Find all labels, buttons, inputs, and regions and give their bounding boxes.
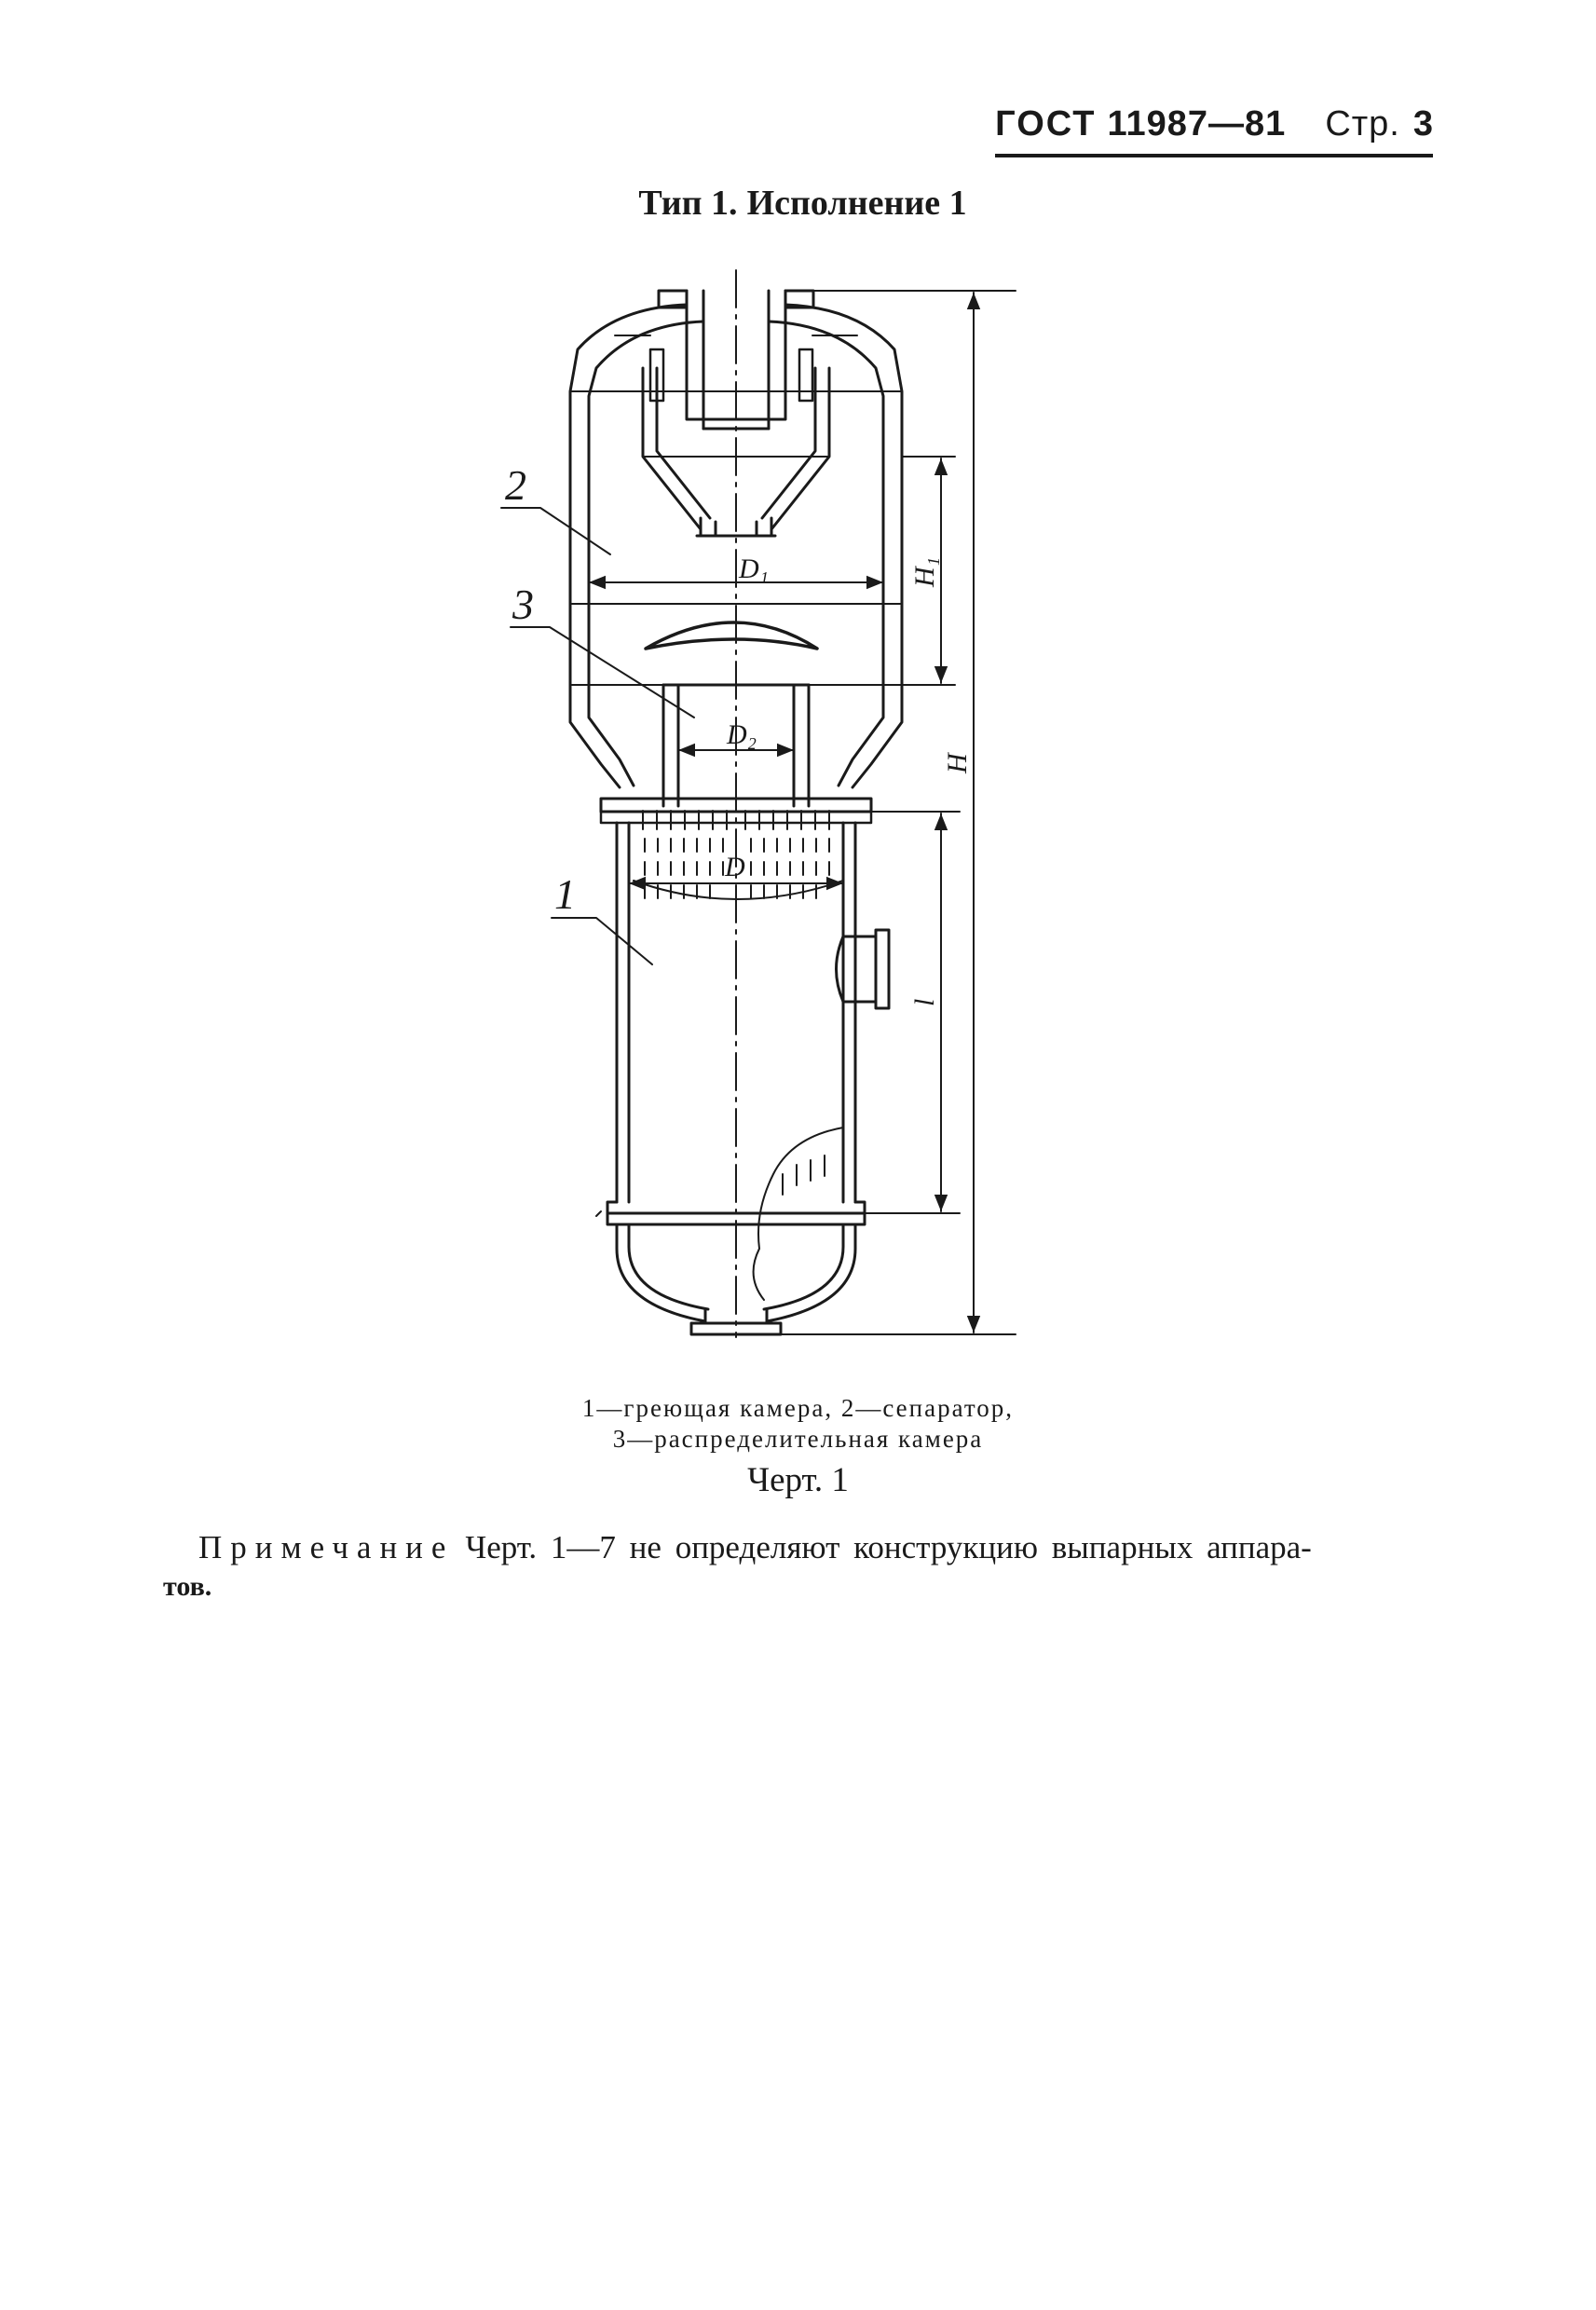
- figure-legend: [0, 1393, 1596, 1455]
- figure-variant: Исполнение 1: [746, 184, 967, 223]
- separator-shell: [570, 305, 902, 787]
- legend-line-1: 1—греющая камера, 2—сепаратор,: [581, 1394, 1015, 1422]
- part-label-1: 1: [554, 870, 576, 918]
- bracket-right: [799, 349, 812, 401]
- dim-label-l: l: [909, 998, 940, 1006]
- leader-2: [501, 508, 610, 554]
- standard-name: ГОСТ: [995, 104, 1097, 144]
- deflector-dish: [646, 622, 817, 649]
- note-paragraph: [163, 1528, 1354, 1606]
- dim-label-h: H: [942, 753, 973, 773]
- page-label: Стр.: [1325, 104, 1400, 144]
- dim-label-d2: D₂: [727, 719, 757, 750]
- note-continuation: тов.: [163, 1571, 212, 1602]
- bottom-dome: [596, 1211, 855, 1334]
- dim-label-h1: H₁: [909, 556, 940, 587]
- dim-label-d1: D₁: [739, 554, 770, 584]
- figure-type: Тип 1.: [638, 184, 738, 223]
- standard-number: 11987—81: [1107, 104, 1287, 144]
- note-label: Примечание: [198, 1529, 455, 1565]
- part-label-2: 2: [505, 461, 526, 509]
- note-text: Черт. 1—7 не определяют конструкцию выпарных аппара-: [465, 1529, 1312, 1565]
- figure-caption: Черт. 1: [747, 1461, 849, 1499]
- dimension-l: [865, 812, 960, 1213]
- dim-label-d: D: [725, 852, 745, 882]
- page-number: 3: [1412, 104, 1433, 144]
- leader-3: [511, 627, 694, 718]
- part-label-3: 3: [512, 581, 534, 628]
- legend-line-2: 3—распределительная камера: [612, 1425, 984, 1453]
- leader-1: [552, 918, 652, 964]
